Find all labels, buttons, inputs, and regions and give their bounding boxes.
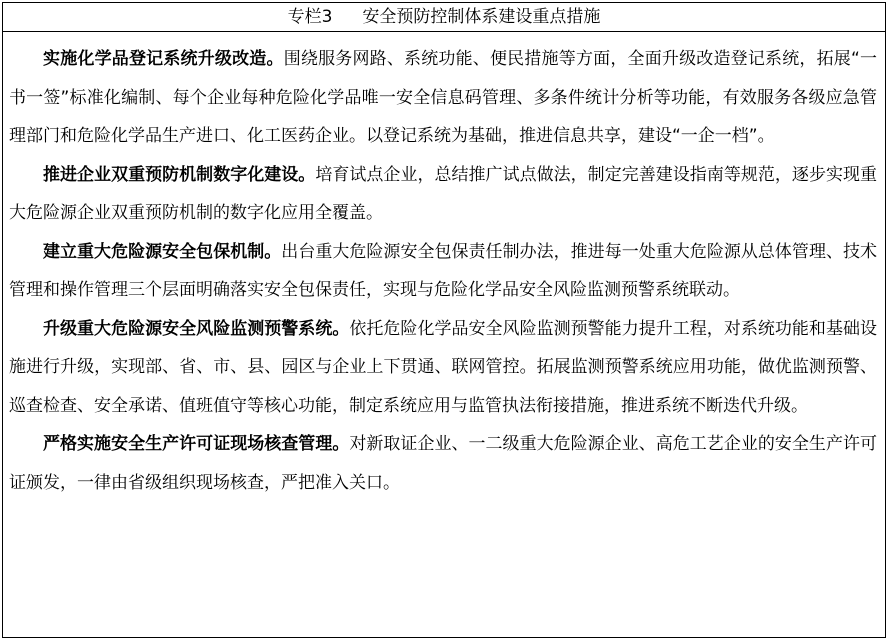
measure-text: 培育试点企业，总结推广试点做法，制定完善建设指南等规范，逐步实现重大危险源企业双重预防机制的数字化应用全覆盖。 xyxy=(9,164,878,223)
measure-text: 对新取证企业、一二级重大危险源企业、高危工艺企业的安全生产许可证颁发，一律由省级组织现场核查，严把准入关口。 xyxy=(9,434,877,493)
measure-text: 出台重大危险源安全包保责任制办法，推进每一处重大危险源从总体管理、技术管理和操作管理三个层面明确落实安全包保责任，实现与危险化学品安全风险监测预警系统联动。 xyxy=(9,241,878,300)
column-header xyxy=(3,3,885,32)
column-label: 专栏3 xyxy=(287,7,333,27)
column-content xyxy=(3,32,885,502)
column-title: 安全预防控制体系建设重点措施 xyxy=(362,7,601,27)
measure-paragraph-2 xyxy=(9,156,877,233)
measure-heading: 推进企业双重预防机制数字化建设。 xyxy=(43,164,316,185)
measure-paragraph-4 xyxy=(9,310,877,426)
measure-paragraph-1 xyxy=(9,40,877,156)
measure-heading: 实施化学品登记系统升级改造。 xyxy=(43,49,284,69)
special-column-box xyxy=(2,2,886,638)
measure-paragraph-5 xyxy=(9,425,877,502)
measure-text: 围绕服务网路、系统功能、便民措施等方面，全面升级改造登记系统，拓展“一书一签”标准化编制、每个企业每种危险化学品唯一安全信息码管理、多条件统计分析等功能，有效服务各级应急管理部门和危险化学品生产进口、化工医药企业。以登记系统为基础，推进信息共享，建设“一企一档”。 xyxy=(9,49,878,146)
measure-text: 依托危险化学品安全风险监测预警能力提升工程，对系统功能和基础设施进行升级，实现部、省、市、县、园区与企业上下贯通、联网管控。拓展监测预警系统应用功能，做优监测预警、巡查检查、安全承诺、值班值守等核心功能，制定系统应用与监管执法衔接措施，推进系统不断迭代升级。 xyxy=(9,318,877,416)
measure-heading: 建立重大危险源安全包保机制。 xyxy=(43,241,282,262)
measure-paragraph-3 xyxy=(9,233,877,310)
measure-heading: 升级重大危险源安全风险监测预警系统。 xyxy=(43,318,350,339)
measure-heading: 严格实施安全生产许可证现场核查管理。 xyxy=(43,434,350,454)
